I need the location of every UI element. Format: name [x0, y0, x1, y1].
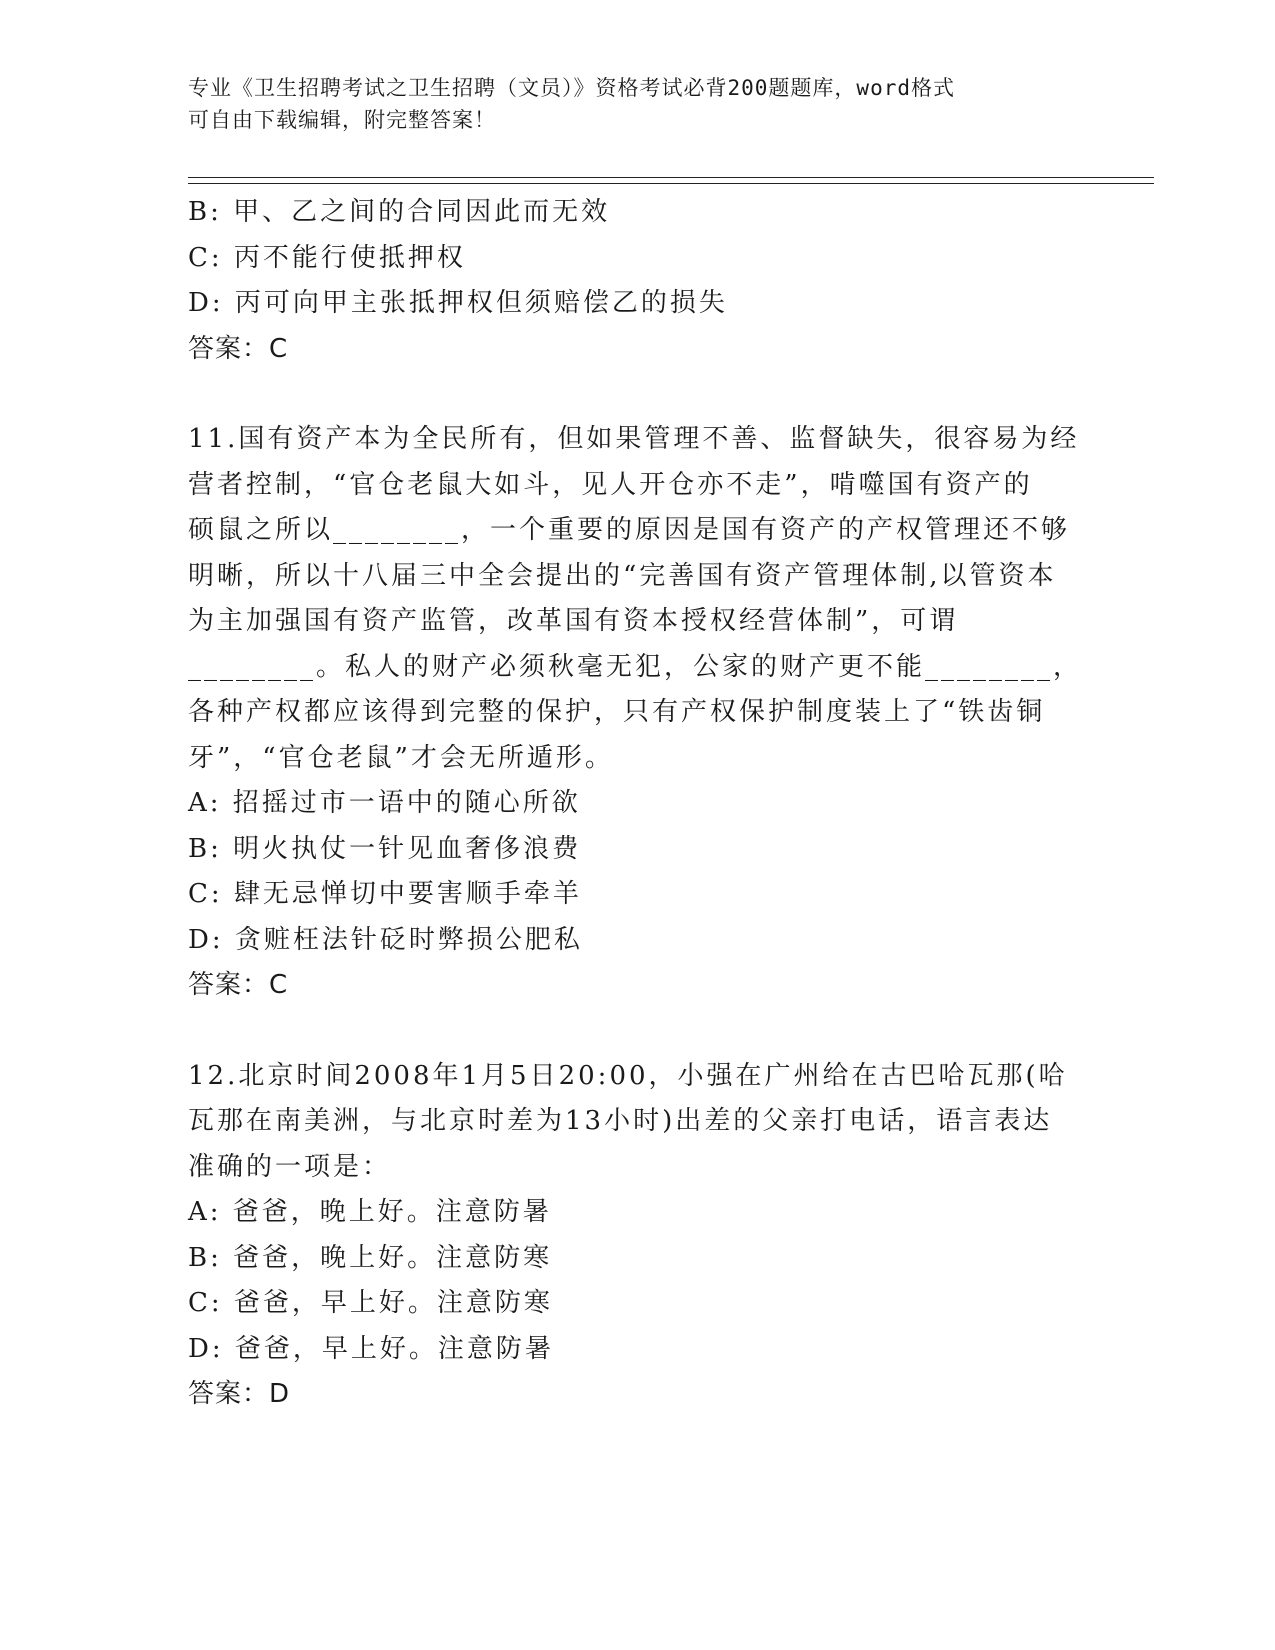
- spacer: [188, 1009, 1088, 1054]
- option-b: B: 甲、乙之间的合同因此而无效: [188, 197, 611, 227]
- continued-question: [188, 190, 1088, 372]
- answer-line: 答案：C: [188, 333, 289, 364]
- option-b: B: 明火执仗一针见血奢侈浪费: [188, 833, 582, 864]
- header-line-1: 专业《卫生招聘考试之卫生招聘（文员）》资格考试必背200题题库，word格式: [188, 76, 955, 100]
- stem-line: 为主加强国有资产监管，改革国有资本授权经营体制”，可谓: [188, 606, 959, 636]
- stem-line: 营者控制，“官仓老鼠大如斗，见人开仓亦不走”，啃噬国有资产的: [188, 469, 1033, 500]
- stem-line: ________。私人的财产必须秋毫无犯，公家的财产更不能________，: [188, 651, 1083, 682]
- header-line-2: 可自由下载编辑，附完整答案！: [188, 108, 496, 132]
- option-d: D: 丙可向甲主张抵押权但须赔偿乙的损失: [188, 288, 728, 318]
- stem-line: 12.北京时间2008年1月5日20:00，小强在广州给在古巴哈瓦那(哈: [188, 1060, 1068, 1091]
- stem-line: 11.国有资产本为全民所有，但如果管理不善、监督缺失，很容易为经: [188, 424, 1080, 454]
- stem-line: 明晰，所以十八届三中全会提出的“完善国有资产管理体制,以管资本: [188, 560, 1057, 591]
- question-11: [188, 417, 1088, 1009]
- option-c: C: 肆无忌惮切中要害顺手牵羊: [188, 879, 582, 909]
- stem-line: 牙”，“官仓老鼠”才会无所遁形。: [188, 742, 614, 773]
- option-c: C: 爸爸，早上好。注意防寒: [188, 1288, 553, 1318]
- question-stem: [188, 417, 1083, 781]
- answer-line: 答案：D: [188, 1379, 291, 1409]
- question-stem: [188, 1054, 1068, 1191]
- spacer: [188, 372, 1088, 417]
- stem-line: 各种产权都应该得到完整的保护，只有产权保护制度装上了“铁齿铜: [188, 697, 1046, 727]
- question-content: [188, 190, 1088, 1418]
- answer-line: 答案：C: [188, 970, 289, 1000]
- stem-line: 硕鼠之所以________，一个重要的原因是国有资产的产权管理还不够: [188, 515, 1071, 545]
- option-b: B: 爸爸，晚上好。注意防寒: [188, 1242, 553, 1273]
- option-c: C: 丙不能行使抵押权: [188, 242, 466, 273]
- option-a: A: 爸爸，晚上好。注意防暑: [188, 1197, 552, 1227]
- option-d: D: 爸爸，早上好。注意防暑: [188, 1333, 554, 1364]
- option-a: A: 招摇过市一语中的随心所欲: [188, 788, 581, 818]
- header-divider-thin: [188, 177, 1154, 178]
- document-header: [188, 72, 1068, 136]
- header-divider-thick: [188, 183, 1154, 184]
- question-12: [188, 1054, 1088, 1418]
- stem-line: 瓦那在南美洲，与北京时差为13小时)出差的父亲打电话，语言表达: [188, 1106, 1053, 1136]
- stem-line: 准确的一项是：: [188, 1151, 392, 1182]
- option-d: D: 贪赃枉法针砭时弊损公肥私: [188, 924, 583, 955]
